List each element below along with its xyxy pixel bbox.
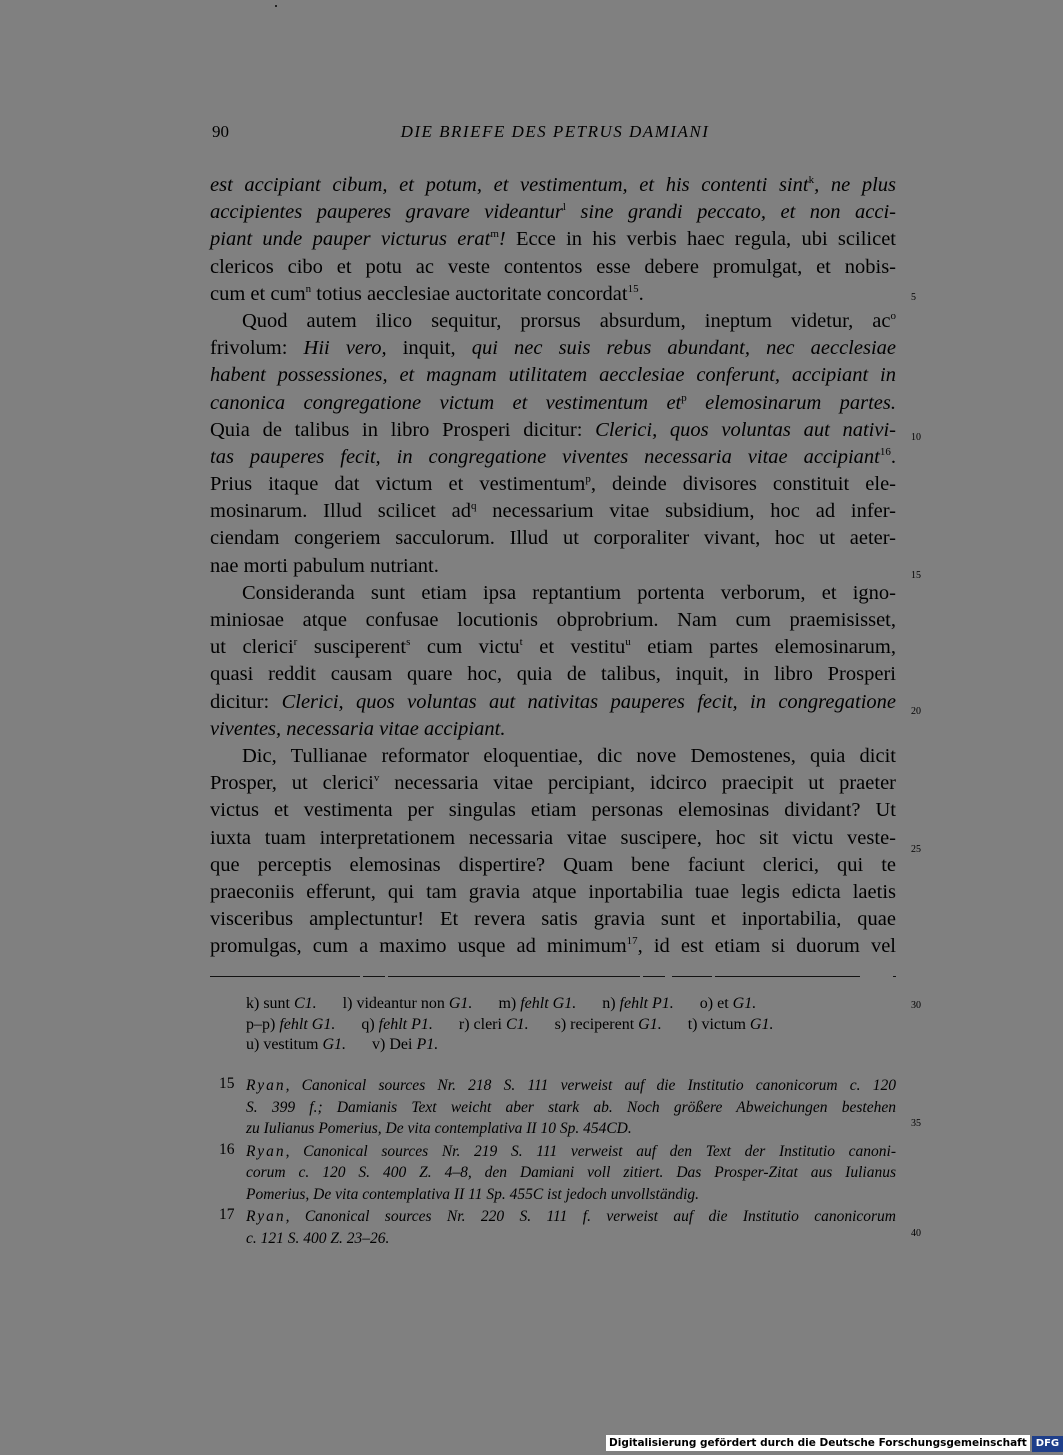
- text-line: tas pauperes fecit, in congregatione viventes necessaria vitae accipiant$^{16}$.: [210, 445, 896, 468]
- footnote-line: c. 121 S. 400 Z. 23–26.: [246, 1229, 390, 1247]
- text-line: cum et cum$^n$ totius aecclesiae auctoritate concordat$^{15}$.: [210, 282, 644, 305]
- margin-line-number: 35: [911, 1118, 921, 1129]
- footnote-line: Ryan, Canonical sources Nr. 219 S. 111 verweist auf den Text der Institutio canoni-: [246, 1142, 896, 1160]
- dfg-logo: DFG: [1032, 1436, 1063, 1452]
- critical-apparatus: [246, 994, 896, 1056]
- footnote-number: 17: [219, 1206, 235, 1223]
- dfg-notice-text: Digitalisierung gefördert durch die Deutsche Forschungsgemeinschaft: [606, 1435, 1030, 1451]
- text-line: dicitur: Clerici, quos voluntas aut nativitas pauperes fecit, in congregatione: [210, 690, 896, 713]
- apparatus-entry: t) victum G1.: [687, 1015, 774, 1033]
- footnote: [219, 1206, 896, 1249]
- footnote-line: Pomerius, De vita contemplativa II 11 Sp. 455C ist jedoch unvollständig.: [246, 1185, 700, 1203]
- footnotes: [219, 1075, 896, 1250]
- text-line: ciendam congeriem sacculorum. Illud ut corporaliter vivant, hoc ut aeter-: [210, 527, 896, 550]
- apparatus-entry: q) fehlt P1.: [361, 1015, 433, 1033]
- footnote: [219, 1075, 896, 1140]
- text-line: viventes, necessaria vitae accipiant.: [210, 717, 506, 740]
- apparatus-entry: m) fehlt G1.: [498, 995, 577, 1012]
- apparatus-entry: v) Dei P1.: [372, 1036, 439, 1053]
- margin-line-number: 25: [911, 844, 921, 855]
- text-line: nae morti pabulum nutriant.: [210, 554, 439, 577]
- margin-line-number: 40: [911, 1228, 921, 1239]
- dfg-funding-notice: [606, 1435, 1063, 1451]
- apparatus-entry: o) et G1.: [699, 995, 757, 1012]
- apparatus-line: [246, 1035, 896, 1056]
- apparatus-entry: n) fehlt P1.: [602, 995, 674, 1012]
- apparatus-entry: s) reciperent G1.: [554, 1015, 662, 1033]
- margin-line-number: 15: [911, 570, 921, 581]
- text-line: Prosper, ut clerici$^v$ necessaria vitae percipiant, idcirco praecipit ut praeter: [210, 772, 896, 795]
- text-line: piant unde pauper victurus erat$^m$! Ecce in his verbis haec regula, ubi scilicet: [210, 228, 896, 251]
- text-line: canonica congregatione victum et vestimentum $et^p$ elemosinarum partes.: [210, 391, 897, 414]
- text-line: praeconiis efferunt, qui tam gravia atque inportabilia tuae legis edicta laetis: [210, 880, 896, 903]
- footnote-number: 16: [219, 1140, 235, 1158]
- text-line: Prius itaque dat victum et vestimentum$^p$, deinde divisores constituit ele-: [210, 473, 896, 496]
- text-line: victus et vestimenta per singulas etiam personas elemosinas dividant? Ut: [210, 799, 896, 822]
- page-number: 90: [212, 122, 229, 141]
- text-line: promulgas, cum a maximo usque ad minimum$^{17}$, id est etiam si duorum vel: [210, 935, 896, 958]
- apparatus-line: [246, 1015, 896, 1036]
- footnote-line: S. 399 f.; Damianis Text weicht aber stark ab. Noch größere Abweichungen bestehen: [246, 1098, 896, 1116]
- text-line: Dic, Tullianae reformator eloquentiae, dic nove Demostenes, quia dicit: [242, 744, 896, 767]
- apparatus-entry: r) cleri C1.: [458, 1015, 529, 1033]
- footnote-line: zu Iulianus Pomerius, De vita contemplativa II 10 Sp. 454CD.: [246, 1120, 632, 1137]
- text-line: miniosae atque confusae locutionis obprobrium. Nam cum praemisisset,: [210, 609, 896, 631]
- footnote-line: corum c. 120 S. 400 Z. 4–8, den Damiani voll zitiert. Das Prosper-Zitat aus Iulianus: [246, 1164, 896, 1181]
- apparatus-entry: u) vestitum G1.: [246, 1036, 346, 1053]
- text-line: Consideranda sunt etiam ipsa reptantium portenta verborum, et igno-: [242, 581, 896, 604]
- apparatus-line: [246, 994, 896, 1015]
- text-line: accipientes pauperes gravare videantur$^l$ sine grandi peccato, et non acci-: [210, 201, 897, 224]
- page-header: [210, 122, 900, 146]
- text-line: clericos cibo et potu ac veste contentos esse debere promulgat, et nobis-: [210, 255, 896, 278]
- text-line: que perceptis elemosinas dispertire? Quam bene faciunt clerici, qui te: [210, 853, 896, 876]
- apparatus-separator-rule: [210, 976, 896, 978]
- text-line: mosinarum. Illud scilicet $ad^q$ necessarium vitae subsidium, hoc ad infer-: [210, 500, 896, 523]
- text-line: Quia de talibus in libro Prosperi dicitur: Clerici, quos voluntas aut nativi-: [210, 418, 897, 441]
- text-line: quasi reddit causam quare hoc, quia de talibus, inquit, in libro Prosperi: [210, 663, 896, 686]
- text-line: habent possessiones, et magnam utilitatem aecclesiae conferunt, accipiant in: [210, 364, 896, 387]
- margin-line-number: 20: [911, 706, 921, 717]
- scan-speck: [275, 5, 277, 7]
- text-line: iuxta tuam interpretationem necessaria vitae suscipere, hoc sit victu veste-: [210, 826, 896, 849]
- text-line: est accipiant cibum, et potum, et vestimentum, et his contenti sint$^k$, ne plus: [210, 174, 896, 196]
- main-text: [210, 172, 896, 960]
- text-line: ut clerici$^r$ susciperent$^s$ cum victu$^t$ et vestitu$^u$ etiam partes elemosinarum,: [210, 636, 896, 659]
- margin-line-number: 10: [911, 432, 921, 443]
- footnote: [219, 1141, 896, 1206]
- text-line: Quod autem ilico sequitur, prorsus absurdum, ineptum videtur, $ac^o$: [242, 309, 896, 332]
- apparatus-entry: k) sunt C1.: [246, 995, 317, 1012]
- text-line: visceribus amplectuntur! Et revera satis gravia sunt et inportabilia, quae: [210, 908, 896, 931]
- text-line: frivolum: Hii vero, inquit, qui nec suis rebus abundant, nec aecclesiae: [210, 337, 896, 360]
- margin-line-number: 30: [911, 1000, 921, 1011]
- footnote-line: Ryan, Canonical sources Nr. 218 S. 111 verweist auf die Institutio canonicorum c. 120: [246, 1077, 896, 1094]
- footnote-line: Ryan, Canonical sources Nr. 220 S. 111 f. verweist auf die Institutio canonicorum: [246, 1208, 896, 1225]
- running-title: DIE BRIEFE DES PETRUS DAMIANI: [400, 122, 710, 141]
- footnote-number: 15: [219, 1075, 235, 1092]
- margin-line-number: 5: [911, 292, 916, 303]
- apparatus-entry: l) videantur non G1.: [342, 995, 473, 1012]
- apparatus-entry: p–p) fehlt G1.: [246, 1015, 336, 1033]
